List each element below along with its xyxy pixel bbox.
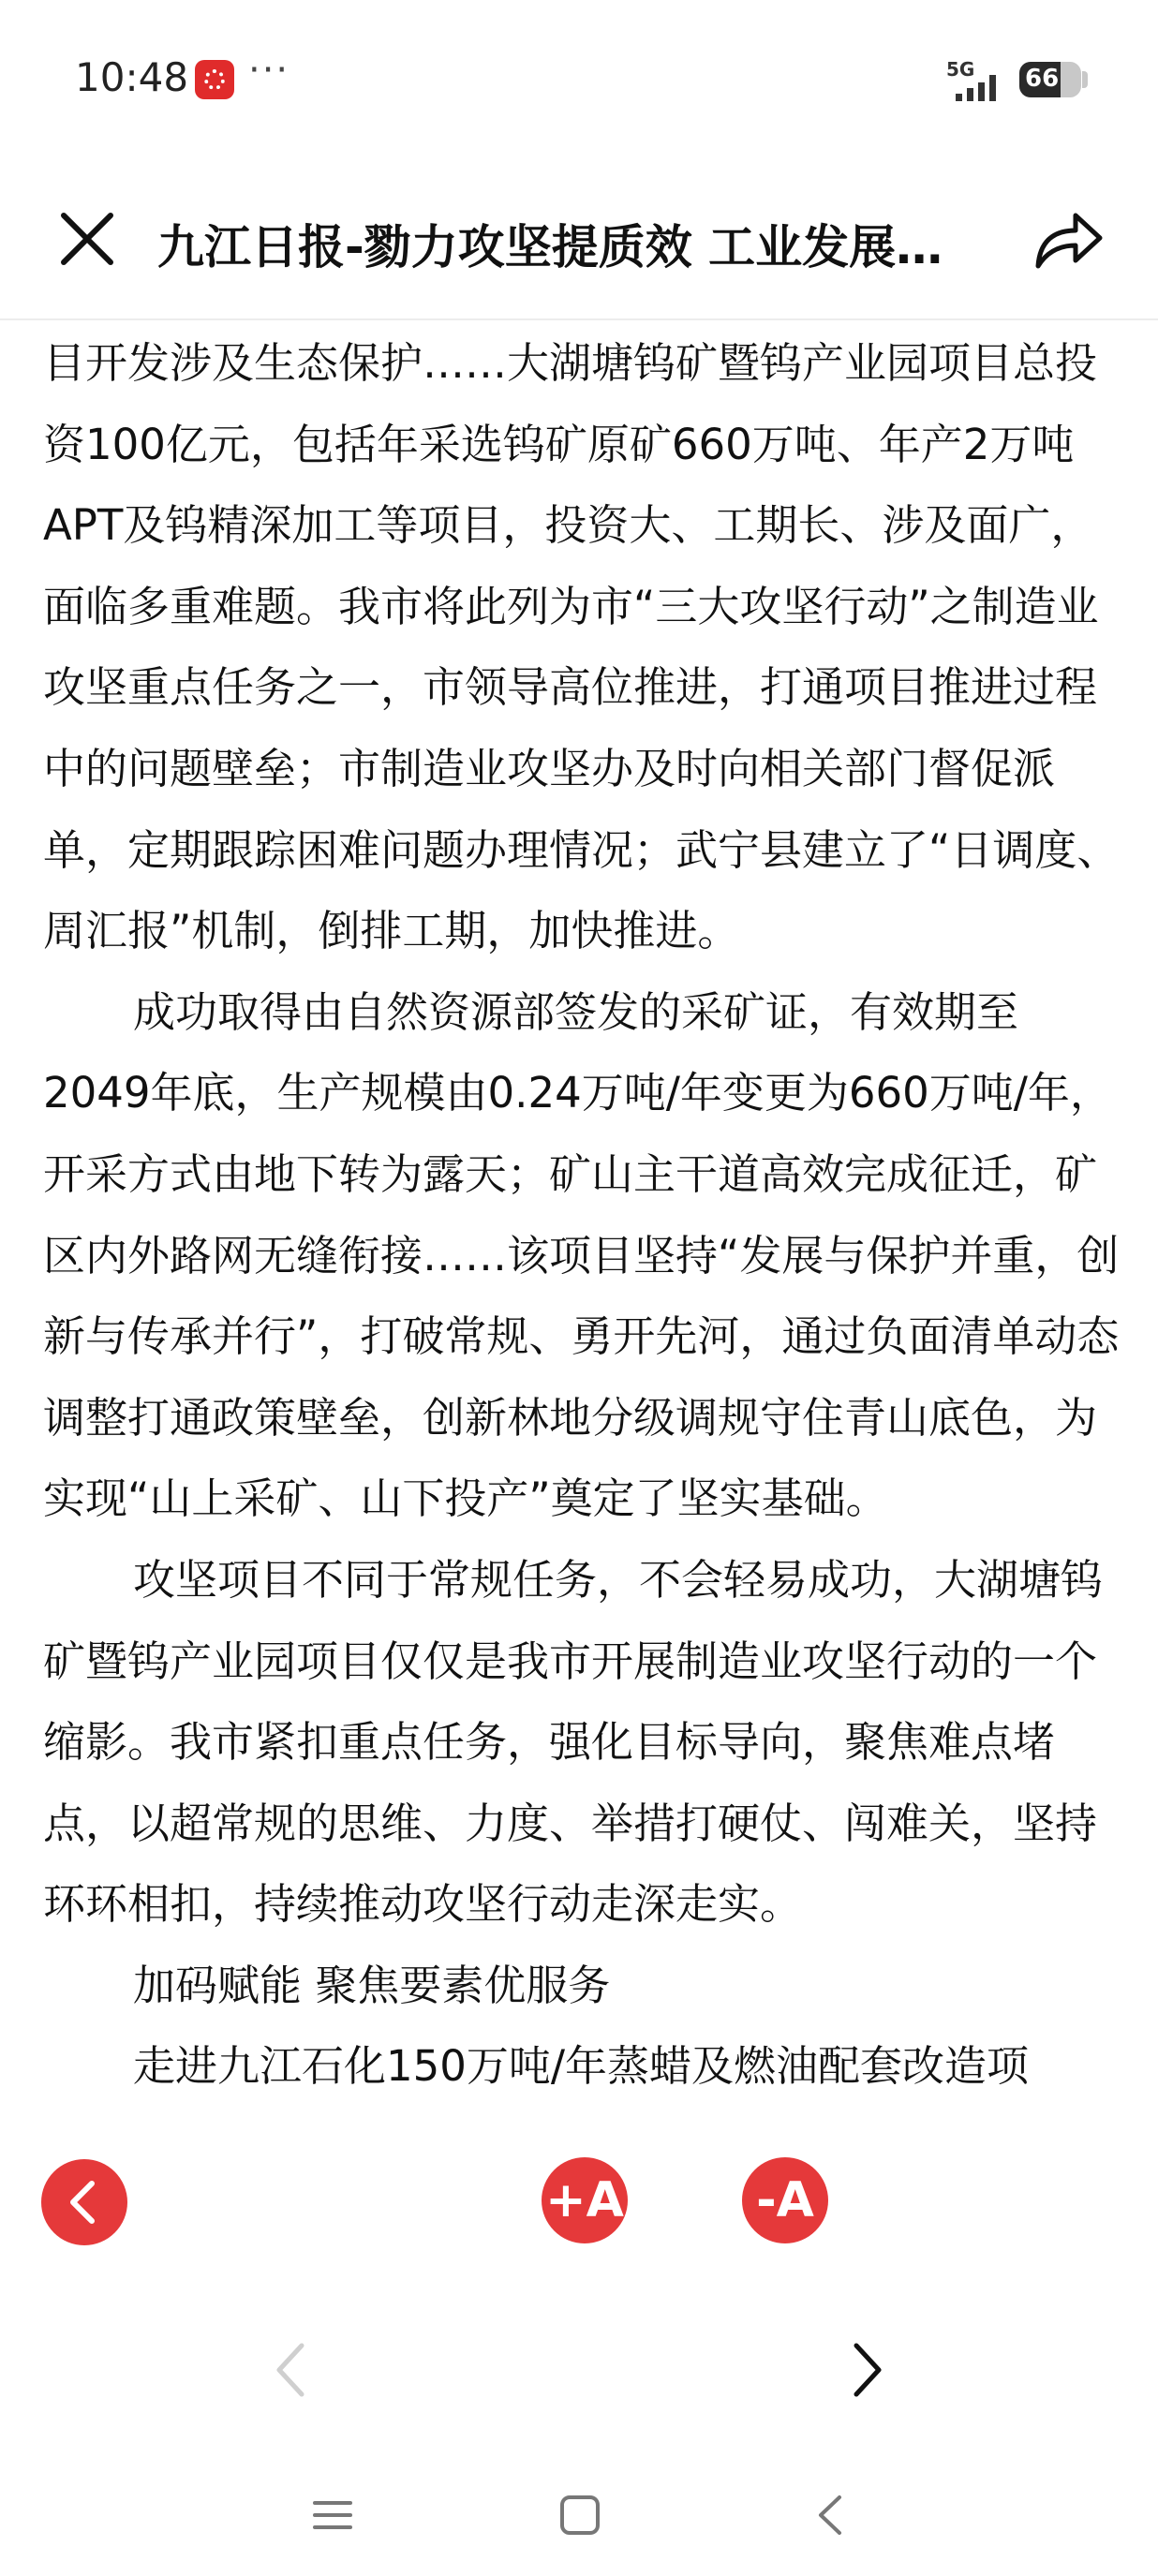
article-paragraph: 目开发涉及生态保护……大湖塘钨矿暨钨产业园项目总投资100亿元，包括年采选钨矿原矿660万吨、年产2万吨APT及钨精深加工等项目，投资大、工期长、涉及面广，面临多重难题。我市将此列为市“三大攻坚行动”之制造业攻坚重点任务之一，市领导高位推进，打通项目推进过程中的问题壁垒；市制造业攻坚办及时向相关部门督促派单，定期跟踪困难问题办理情况；武宁县建立了“日调度、周汇报”机制，倒排工期，加快推进。 (43, 338, 1120, 956)
page-title: 九江日报-勠力攻坚提质效 工业发展… (157, 220, 943, 274)
battery-level: 66 (1025, 65, 1060, 93)
share-button[interactable] (1031, 206, 1106, 277)
page-navigation (0, 2295, 1158, 2435)
status-bar (0, 0, 1158, 159)
floating-back-button[interactable] (41, 2159, 127, 2245)
recent-apps-button[interactable] (309, 2492, 356, 2539)
home-icon (557, 2492, 603, 2539)
home-button[interactable] (557, 2492, 603, 2539)
menu-icon (309, 2492, 356, 2539)
more-notifications-icon: ··· (248, 49, 290, 92)
article-paragraph: 攻坚项目不同于常规任务，不会轻易成功，大湖塘钨矿暨钨产业园项目仅仅是我市开展制造业攻坚行动的一个缩影。我市紧扣重点任务，强化目标导向，聚焦难点堵点，以超常规的思维、力度、举措打硬仗、闯难关，坚持环环相扣，持续推动攻坚行动走深走实。 (43, 1554, 1104, 1930)
chevron-right-icon (849, 2342, 886, 2398)
close-icon (54, 206, 120, 272)
article-subheading: 加码赋能 聚焦要素优服务 (133, 1960, 611, 2010)
battery-icon (1019, 62, 1081, 97)
next-page-button[interactable] (849, 2342, 886, 2398)
article-body (43, 323, 1121, 2295)
back-icon (808, 2492, 854, 2539)
system-navigation-bar (0, 2454, 1158, 2576)
decrease-font-button[interactable] (742, 2157, 828, 2243)
previous-page-button[interactable] (272, 2342, 309, 2398)
article-paragraph: 成功取得由自然资源部签发的采矿证，有效期至2049年底，生产规模由0.24万吨/年变更为660万吨/年，开采方式由地下转为露天；矿山主干道高效完成征迁，矿区内外路网无缝衔接……该项目坚持“发展与保护并重，创新与传承并行”，打破常规、勇开先河，通过负面清单动态调整打通政策壁垒，创新林地分级调规守住青山底色，为实现“山上采矿、山下投产”奠定了坚实基础。 (43, 986, 1120, 1524)
increase-font-button[interactable] (542, 2157, 628, 2243)
decrease-font-label: -A (756, 2172, 814, 2228)
system-back-button[interactable] (808, 2492, 854, 2539)
cellular-signal-icon (946, 58, 1012, 101)
status-time: 10:48 (75, 54, 189, 100)
close-button[interactable] (54, 206, 120, 272)
title-bar (0, 178, 1158, 320)
notification-app-icon (195, 60, 234, 99)
chevron-left-icon (272, 2342, 309, 2398)
article-paragraph: 走进九江石化150万吨/年蒸蜡及燃油配套改造项 (133, 2041, 1030, 2092)
chevron-left-icon (62, 2178, 107, 2227)
share-icon (1031, 206, 1106, 277)
network-type-label: 5G (946, 58, 975, 81)
increase-font-label: +A (545, 2172, 624, 2228)
